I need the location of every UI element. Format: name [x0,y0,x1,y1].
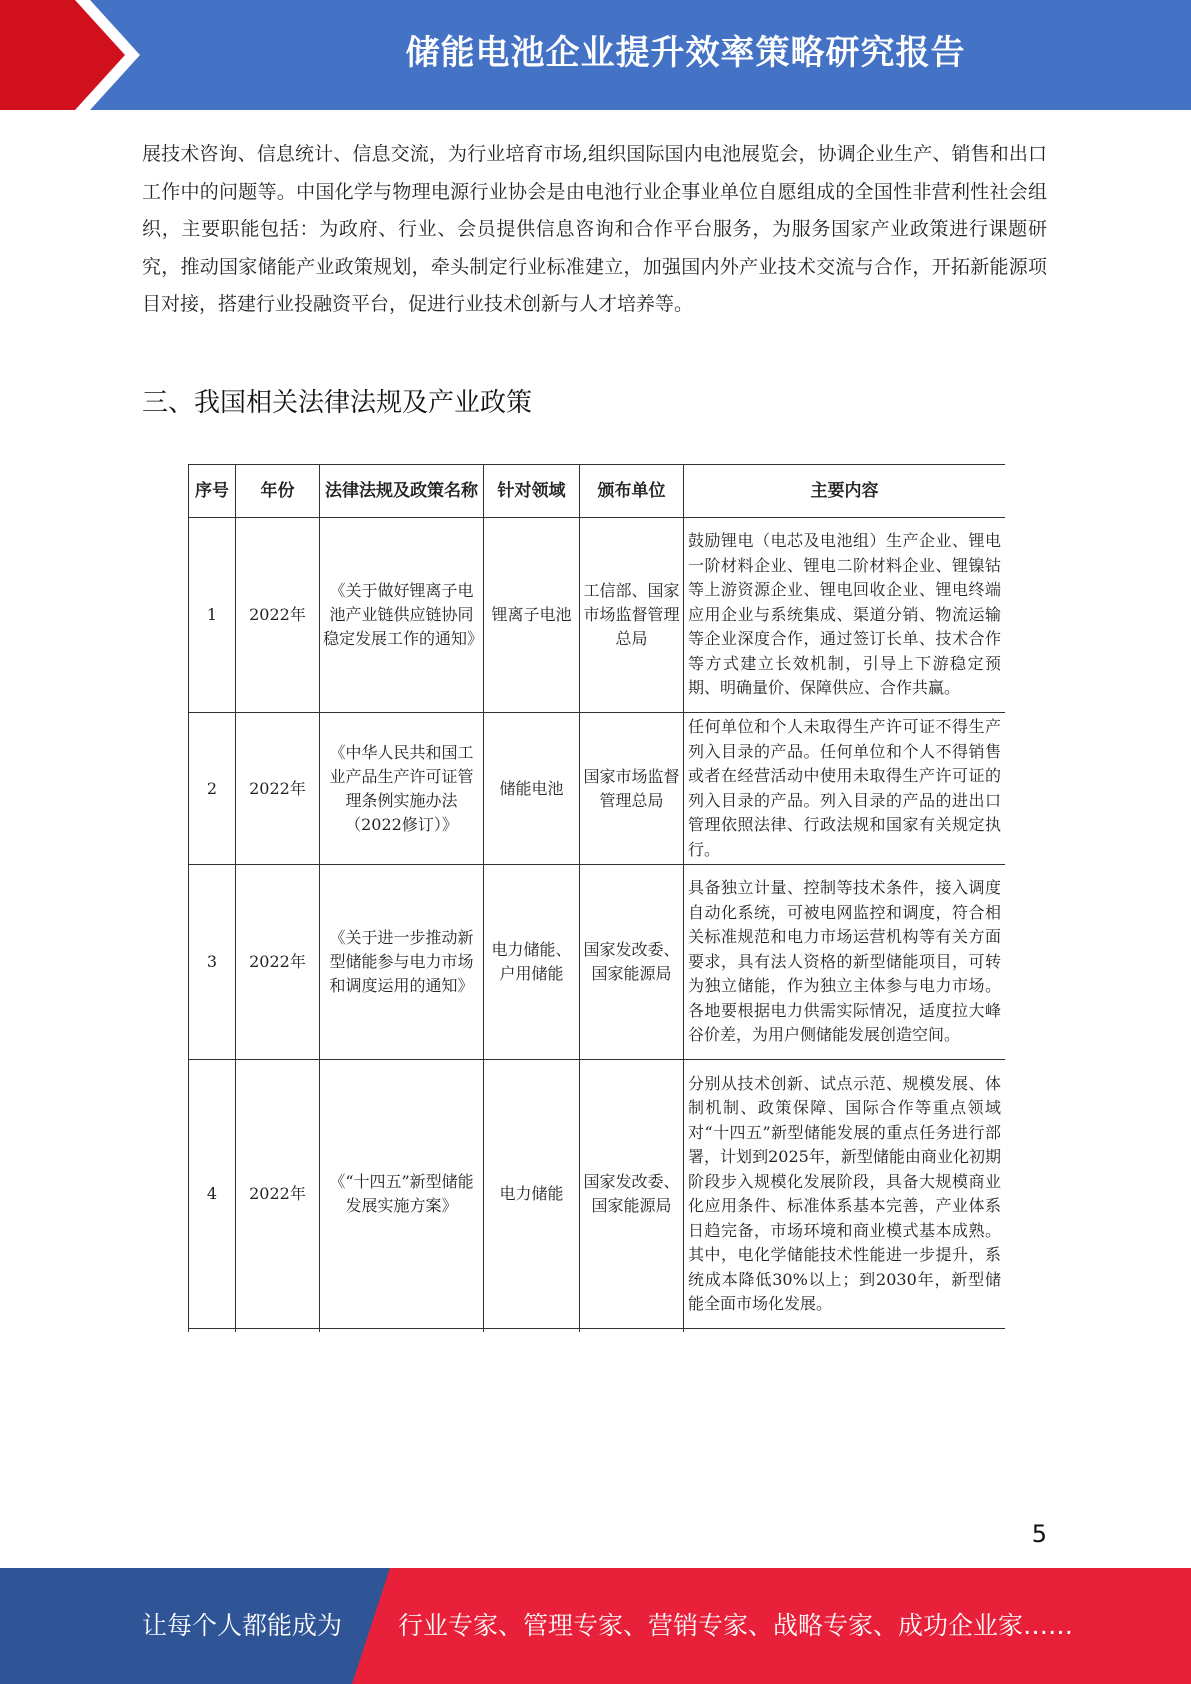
cell-issuer: 国家发改委、国家能源局 [580,865,684,1060]
header-no: 序号 [189,465,236,518]
cell-year: 2022年 [236,865,320,1060]
header-chevron-decoration [0,0,140,110]
cell-name: 《“十四五”新型储能发展实施方案》 [320,1060,484,1329]
cell-no: 1 [189,518,236,713]
header-year: 年份 [236,465,320,518]
table-row [189,1060,1006,1329]
policy-table-container [188,464,1005,1332]
section-heading: 三、我国相关法律法规及产业政策 [142,388,533,418]
report-title: 储能电池企业提升效率策略研究报告 [405,33,966,73]
cell-content: 分别从技术创新、试点示范、规模发展、体制机制、政策保障、国际合作等重点领域对“十四五”新型储能发展的重点任务进行部署，计划到2025年，新型储能由商业化初期阶段步入规模化发展阶段，具备大规模商业化应用条件、标准体系基本完善，产业体系日趋完备，市场环境和商业模式基本成熟。其中，电化学储能技术性能进一步提升，系统成本降低30%以上；到2030年，新型储能全面市场化发展。 [684,1060,1006,1329]
cell-year: 2022年 [236,1060,320,1329]
cell-field: 电力储能 [484,1060,580,1329]
body-paragraph: 展技术咨询、信息统计、信息交流，为行业培育市场,组织国际国内电池展览会，协调企业生产、销售和出口工作中的问题等。中国化学与物理电源行业协会是由电池行业企事业单位自愿组成的全国性非营利性社会组织，主要职能包括：为政府、行业、会员提供信息咨询和合作平台服务，为服务国家产业政策进行课题研究，推动国家储能产业政策规划，牵头制定行业标准建立，加强国内外产业技术交流与合作，开拓新能源项目对接，搭建行业投融资平台，促进行业技术创新与人才培养等。 [142,143,1047,315]
cell-year: 2022年 [236,518,320,713]
cell-content: 鼓励锂电（电芯及电池组）生产企业、锂电一阶材料企业、锂电二阶材料企业、锂镍钴等上游资源企业、锂电回收企业、锂电终端应用企业与系统集成、渠道分销、物流运输等企业深度合作，通过签订长单、技术合作等方式建立长效机制，引导上下游稳定预期、明确量价、保障供应、合作共赢。 [684,518,1006,713]
table-header-row [189,465,1006,518]
cell-issuer: 工信部、国家市场监督管理总局 [580,518,684,713]
cell-field: 电力储能、户用储能 [484,865,580,1060]
cell-field: 储能电池 [484,713,580,865]
header-content: 主要内容 [684,465,1006,518]
cell-year: 2022年 [236,713,320,865]
cell-issuer: 国家市场监督管理总局 [580,713,684,865]
footer-slogan-right: 行业专家、管理专家、营销专家、战略专家、成功企业家…… [398,1611,1074,1640]
page-number: 5 [1031,1520,1047,1548]
cell-issuer: 国家发改委、国家能源局 [580,1060,684,1329]
header-issuer: 颁布单位 [580,465,684,518]
policy-table [188,464,1005,1332]
table-row [189,713,1006,865]
table-row [189,518,1006,713]
cell-no: 3 [189,865,236,1060]
page-header [0,0,1191,110]
cell-name: 《关于做好锂离子电池产业链供应链协同稳定发展工作的通知》 [320,518,484,713]
cell-no: 4 [189,1060,236,1329]
table-row-cutoff [189,1329,1006,1333]
cell-content: 任何单位和个人未取得生产许可证不得生产列入目录的产品。任何单位和个人不得销售或者在经营活动中使用未取得生产许可证的列入目录的产品。列入目录的产品的进出口管理依照法律、行政法规和国家有关规定执行。 [684,713,1006,865]
cell-content: 具备独立计量、控制等技术条件，接入调度自动化系统，可被电网监控和调度，符合相关标准规范和电力市场运营机构等有关方面要求，具有法人资格的新型储能项目，可转为独立储能，作为独立主体参与电力市场。各地要根据电力供需实际情况，适度拉大峰谷价差，为用户侧储能发展创造空间。 [684,865,1006,1060]
footer-slogan-left: 让每个人都能成为 [142,1611,343,1640]
cell-no: 2 [189,713,236,865]
table-row [189,865,1006,1060]
header-field: 针对领域 [484,465,580,518]
cell-name: 《中华人民共和国工业产品生产许可证管理条例实施办法（2022修订）》 [320,713,484,865]
header-name: 法律法规及政策名称 [320,465,484,518]
page-footer [0,1568,1191,1684]
cell-field: 锂离子电池 [484,518,580,713]
cell-name: 《关于进一步推动新型储能参与电力市场和调度运用的通知》 [320,865,484,1060]
